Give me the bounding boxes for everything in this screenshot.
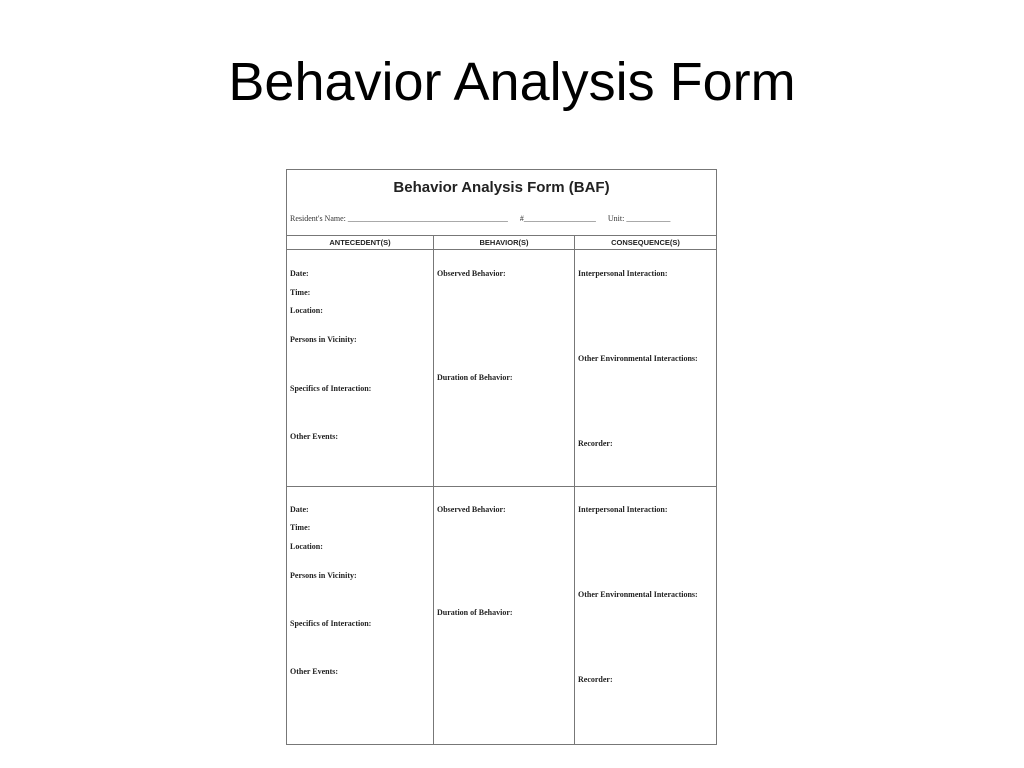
observed-behavior-label: Observed Behavior:	[437, 269, 506, 278]
duration-label: Duration of Behavior:	[437, 373, 513, 382]
consequence-cell	[575, 250, 716, 486]
behavior-cell	[434, 250, 575, 486]
resident-number-field: #__________________	[519, 214, 596, 223]
persons-label: Persons in Vicinity:	[290, 571, 357, 580]
other-events-label: Other Events:	[290, 667, 339, 676]
header-behavior: BEHAVIOR(S)	[434, 236, 575, 249]
behavior-cell	[434, 487, 575, 744]
specifics-label: Specifics of Interaction:	[290, 619, 372, 628]
header-consequence: CONSEQUENCE(S)	[611, 238, 680, 247]
time-label: Time:	[290, 288, 311, 297]
other-events-label: Other Events:	[290, 432, 339, 441]
specifics-label: Specifics of Interaction:	[290, 384, 372, 393]
interpersonal-label: Interpersonal Interaction:	[578, 505, 668, 514]
behavior-analysis-form-image	[286, 169, 717, 745]
time-label: Time:	[290, 523, 311, 532]
location-label: Location:	[290, 306, 323, 315]
form-title: Behavior Analysis Form (BAF)	[393, 179, 610, 196]
interpersonal-label: Interpersonal Interaction:	[578, 269, 668, 278]
recorder-label: Recorder:	[578, 675, 613, 684]
recorder-label: Recorder:	[578, 439, 613, 448]
observed-behavior-label: Observed Behavior:	[437, 505, 506, 514]
resident-info-line	[290, 214, 712, 223]
resident-name-field: Resident's Name: ________________________________________	[290, 214, 508, 223]
antecedent-cell	[287, 250, 434, 486]
consequence-cell	[575, 487, 716, 744]
date-label: Date:	[290, 269, 309, 278]
date-label: Date:	[290, 505, 309, 514]
location-label: Location:	[290, 542, 323, 551]
environmental-label: Other Environmental Interactions:	[578, 590, 698, 599]
record-block-2	[287, 487, 716, 744]
slide-title: Behavior Analysis Form	[228, 52, 796, 112]
record-block-1	[287, 250, 716, 487]
column-header-row	[287, 235, 716, 250]
environmental-label: Other Environmental Interactions:	[578, 354, 698, 363]
persons-label: Persons in Vicinity:	[290, 335, 357, 344]
unit-field: Unit: ___________	[607, 214, 671, 223]
header-antecedent: ANTECEDENT(S)	[287, 236, 434, 249]
antecedent-cell	[287, 487, 434, 744]
duration-label: Duration of Behavior:	[437, 608, 513, 617]
